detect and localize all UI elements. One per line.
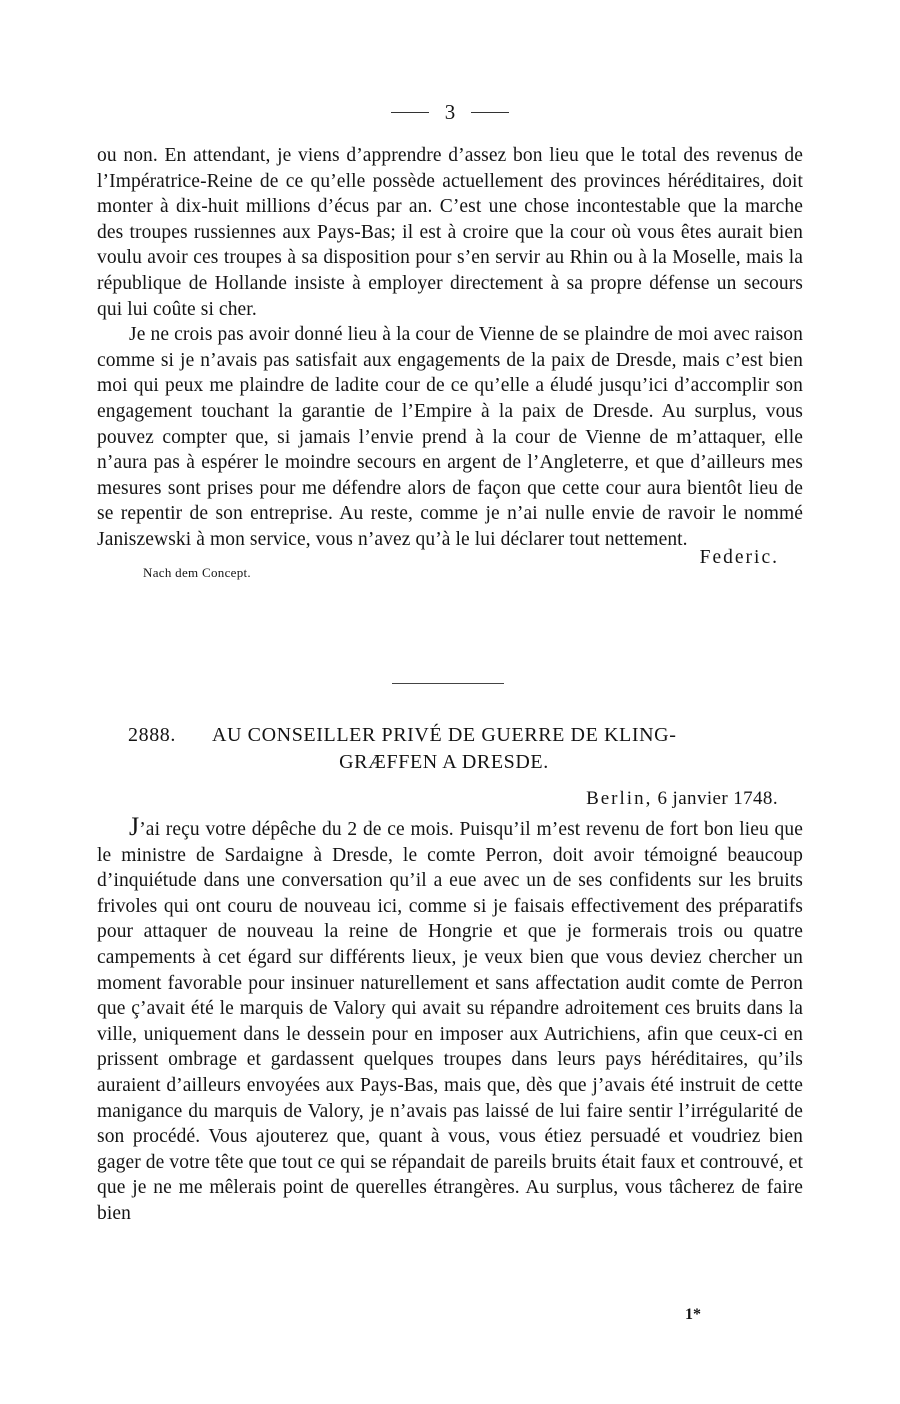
drop-cap: J	[129, 812, 140, 841]
page-number: 3	[444, 100, 456, 124]
section-separator	[392, 683, 504, 684]
letter-continuation	[97, 143, 803, 585]
signature: Federic.	[699, 546, 779, 568]
paragraph: ou non. En attendant, je viens d’apprendre d’assez bon lieu que le total des revenus de l’Impératrice-Reine de ce qu’elle possède actuellement des provinces héréditaires, doit monter à dix-huit millions d’écus par an. C’est une chose incontestable que la marche des troupes russiennes aux Pays-Bas; il est à croire que la cour où vous êtes aurait bien voulu avoir ces troupes à sa disposition pour s’en servir au Rhin ou à la Moselle, mais la république de Hollande insiste à employer directement à sa propre défense un secours qui lui coûte si cher.	[97, 145, 803, 320]
letter-number: 2888.	[128, 724, 176, 746]
letter-title-line2: GRÆFFEN A DRESDE.	[339, 751, 549, 773]
letter-body	[97, 814, 803, 1227]
date-place: Berlin,	[586, 788, 653, 809]
paragraph: Je ne crois pas avoir donné lieu à la cour de Vienne de se plaindre de moi avec raison comme si je n’avais pas satisfait aux engagements de la paix de Dresde, mais c’est bien moi qui peux me plaindre de ladite cour de ce qu’elle a éludé jusqu’ici d’accomplir son engagement touchant la garantie de l’Empire à la paix de Dresde. Au surplus, vous pouvez compter que, si jamais l’envie prend à la cour de Vienne de m’attaquer, elle n’aura pas à espérer le moindre secours en argent de l’Angleterre, et que d’ailleurs mes mesures sont prises pour me défendre alors de façon que cette cour aura bientôt lieu de se repentir de son entreprise. Au reste, comme je n’ai nulle envie de ravoir le nommé Janiszewski à mon service, vous n’avez qu’à le lui déclarer tout nettement.	[97, 324, 803, 550]
header-dash-right	[471, 112, 509, 113]
letter-body-text: ’ai reçu votre dépêche du 2 de ce mois. Puisqu’il m’est revenu de fort bon lieu que le ministre de Sardaigne à Dresde, le comte Perron, doit avoir témoigné beaucoup d’inquiétude dans une conversation qu’il a eue avec un de ses confidents sur les bruits frivoles qui ont couru de nouveau ici, comme si je faisais effectivement des préparatifs pour attaquer de nouveau la reine de Hongrie et que je formerais trois ou quatre campements à cet égard sur différents lieux, je veux bien que vous deviez chercher un moment favorable pour insinuer naturellement et sans affectation audit comte de Perron que ç’avait été le marquis de Valory qui avait su répandre adroitement ces bruits dans la ville, uniquement dans le dessein pour en imposer aux Autrichiens, afin que ceux-ci en prissent ombrage et gardassent quelques troupes dans leurs pays héréditaires, qu’ils auraient d’ailleurs envoyées aux Pays-Bas, mais que, dès que j’avais été instruit de cette manigance du marquis de Valory, je n’avais pas laissé de lui faire sentir l’irrégularité de son procédé. Vous ajouterez que, quant à vous, vous étiez persuadé et voudriez bien gager de votre tête que tout ce qui se répandait de pareils bruits était faux et controuvé, et que je ne me mêlerais point de querelles étrangères. Au surplus, vous tâcherez de faire bien	[97, 819, 803, 1224]
paragraph	[97, 814, 803, 1227]
closing-row	[97, 546, 803, 585]
page-header	[0, 100, 900, 125]
source-note: Nach dem Concept.	[143, 564, 251, 580]
signature-mark: 1*	[685, 1306, 701, 1323]
dateline	[586, 788, 778, 810]
date-text: 6 janvier 1748.	[657, 788, 778, 809]
letter-title-line1: AU CONSEILLER PRIVÉ DE GUERRE DE KLING-	[212, 724, 677, 746]
header-dash-left	[391, 112, 429, 113]
